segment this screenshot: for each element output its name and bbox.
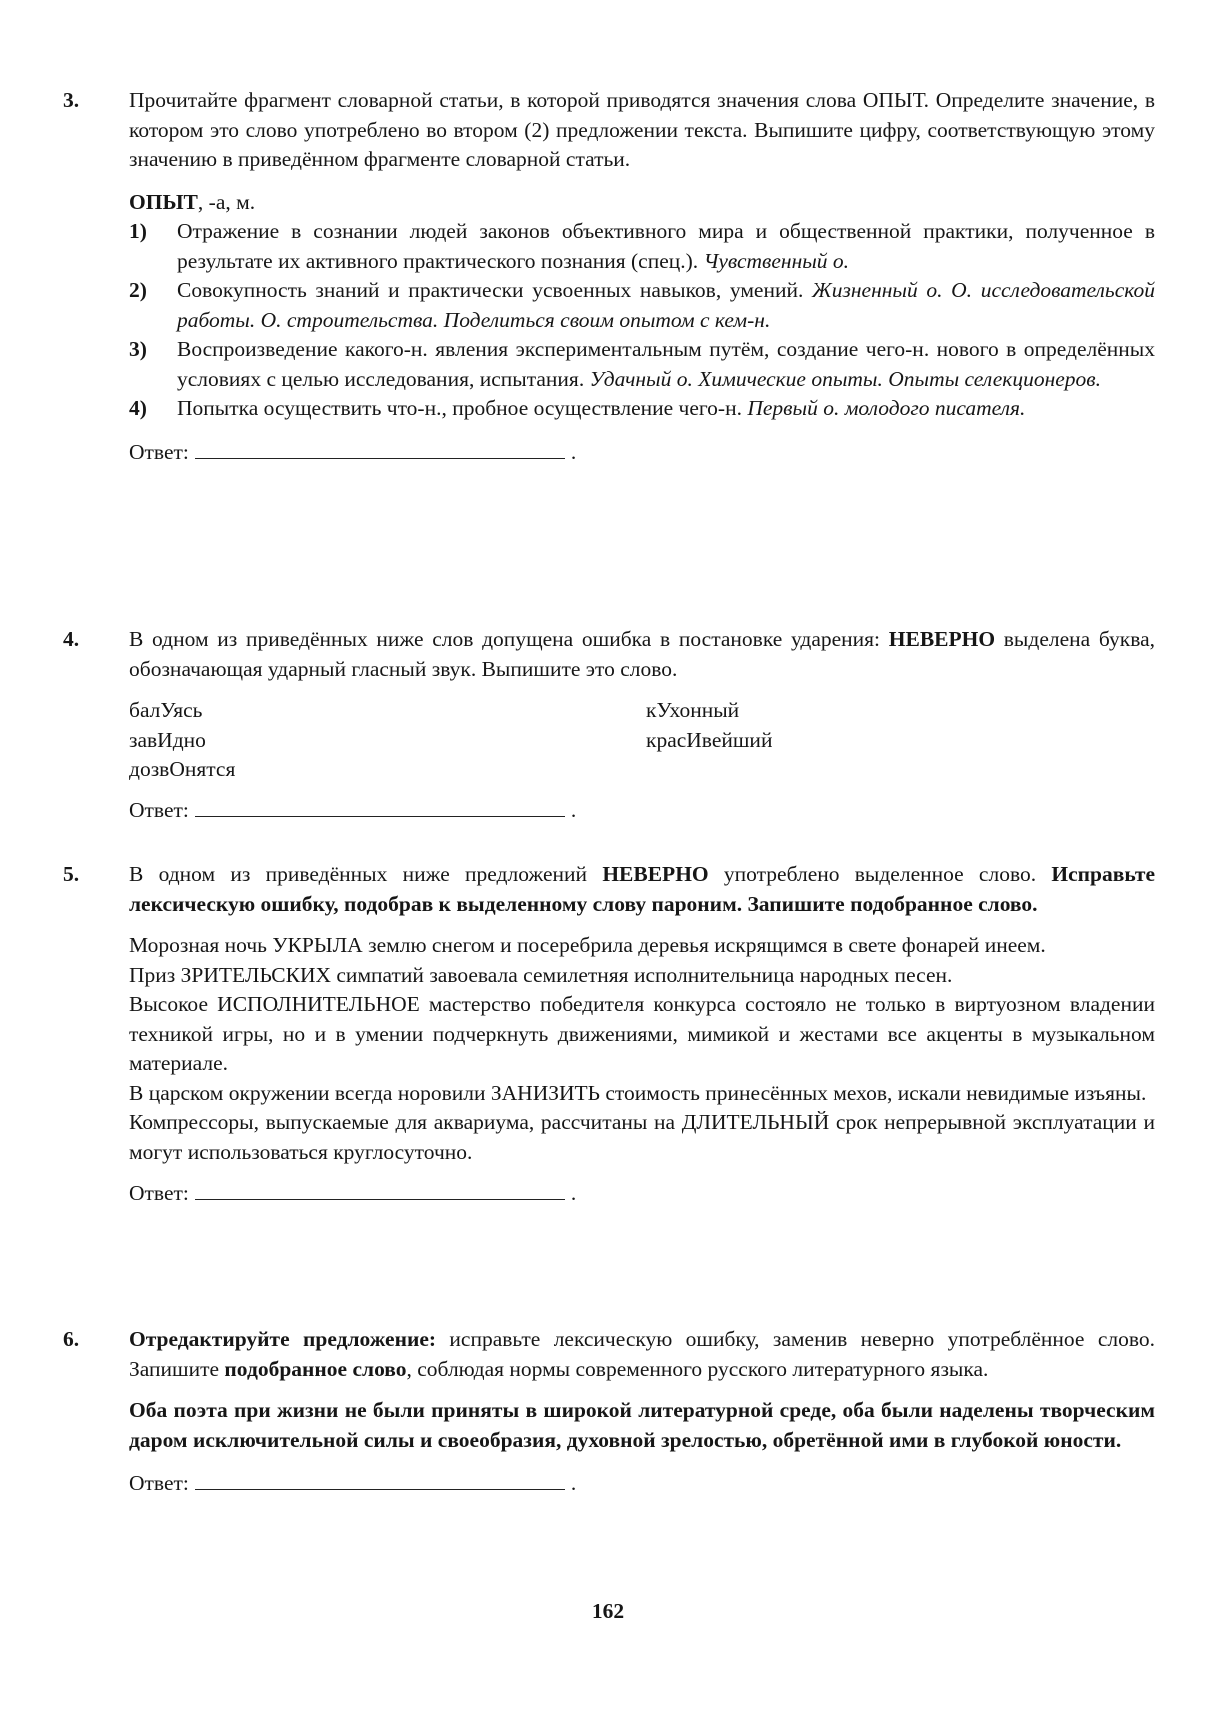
instruction-text: , соблюдая нормы современного русского литературного языка. bbox=[406, 1356, 989, 1381]
sentence-1: Морозная ночь УКРЫЛА землю снегом и посеребрила деревья искрящимся в свете фонарей инеем. bbox=[129, 933, 1046, 957]
definition-text: Попытка осуществить что-н., пробное осуществление чего-н. bbox=[177, 396, 748, 420]
task-body bbox=[129, 860, 1155, 1209]
definition-number: 1) bbox=[129, 219, 147, 243]
definition-example: Жизненный о. О. исследовательской работы. О. строительства. Поделиться своим опытом с кем-н. bbox=[177, 278, 1155, 332]
task-instruction bbox=[129, 625, 1155, 684]
dictionary-headword-line bbox=[129, 188, 1155, 218]
sentence-5: Компрессоры, выпускаемые для аквариума, рассчитаны на ДЛИТЕЛЬНЫЙ срок непрерывной эксплуатации и могут использоваться круглосуточно. bbox=[129, 1110, 1155, 1164]
definition-number: 3) bbox=[129, 337, 147, 361]
definition-number: 2) bbox=[129, 278, 147, 302]
answer-end: . bbox=[570, 439, 577, 464]
answer-row bbox=[129, 1469, 1155, 1499]
headword-grammar: , -а, м. bbox=[197, 189, 256, 214]
sentence-3: Высокое ИСПОЛНИТЕЛЬНОЕ мастерство победителя конкурса состояло не только в виртуозном владении техникой игры, но и в умении подчеркнуть движениями, мимикой и жестами все акценты в музыкальном материале. bbox=[129, 992, 1155, 1075]
answer-label: Ответ: bbox=[129, 798, 189, 822]
task-body bbox=[129, 86, 1155, 467]
instruction-emphasis: Отредактируйте предложение: bbox=[129, 1327, 437, 1351]
page-number: 162 bbox=[591, 1599, 625, 1623]
definition-example: Удачный о. Химические опыты. Опыты селекционеров. bbox=[589, 366, 1101, 391]
definition-text: Совокупность знаний и практически усвоенных навыков, умений. bbox=[177, 278, 813, 302]
definition-text: Отражение в сознании людей законов объективного мира и общественной практики, полученное в результате их активного практического познания (спец.). bbox=[177, 219, 1155, 273]
answer-label: Ответ: bbox=[129, 1471, 189, 1495]
answer-line[interactable] bbox=[195, 798, 565, 817]
answer-row bbox=[129, 438, 1155, 468]
word-columns bbox=[129, 696, 1155, 786]
task-instruction bbox=[129, 860, 1155, 919]
instruction-text: В одном из приведённых ниже предложений bbox=[129, 862, 603, 886]
task-instruction: Прочитайте фрагмент словарной статьи, в которой приводятся значения слова ОПЫТ. Определите значение, в котором это слово употреблено во втором (2) предложении текста. Выпишите цифру, соответствующую этому значению в приведённом фрагменте словарной статьи. bbox=[129, 88, 1155, 171]
sentence-2: Приз ЗРИТЕЛЬСКИХ симпатий завоевала семилетняя исполнительница народных песен. bbox=[129, 962, 953, 987]
answer-end: . bbox=[570, 798, 577, 822]
edit-sentence: Оба поэта при жизни не были приняты в широкой литературной среде, оба были наделены творческим даром исключительной силы и своеобразия, духовной зрелостью, обретённой ими в глубокой юности. bbox=[129, 1398, 1155, 1452]
answer-end: . bbox=[570, 1181, 577, 1205]
instruction-text: употреблено выделенное слово. bbox=[708, 862, 1052, 886]
instruction-text: В одном из приведённых ниже слов допущена ошибка в постановке ударения: bbox=[129, 627, 889, 651]
answer-end: . bbox=[570, 1471, 577, 1495]
answer-label: Ответ: bbox=[129, 439, 189, 464]
word-option: красИвейший bbox=[646, 727, 773, 752]
instruction-text: исправьте лексическую ошибку, заменив неверно употреблённое слово. Запишите bbox=[129, 1327, 1155, 1381]
task-body bbox=[129, 1325, 1155, 1499]
dictionary-headword: ОПЫТ bbox=[129, 189, 198, 214]
word-option: завИдно bbox=[129, 727, 206, 752]
definition-text: Воспроизведение какого-н. явления экспериментальным путём, создание чего-н. нового в определённых условиях с целью исследования, испытания. bbox=[177, 337, 1155, 391]
task-body bbox=[129, 625, 1155, 826]
answer-line[interactable] bbox=[195, 1471, 565, 1490]
instruction-emphasis: НЕВЕРНО bbox=[602, 862, 709, 886]
instruction-emphasis: подобранное слово bbox=[224, 1356, 407, 1381]
instruction-emphasis: НЕВЕРНО bbox=[888, 627, 996, 651]
word-column-left bbox=[129, 696, 235, 785]
instruction-text: выделена буква, обозначающая ударный гласный звук. Выпишите это слово. bbox=[129, 627, 1155, 681]
definition-number: 4) bbox=[129, 396, 147, 420]
task-instruction bbox=[129, 1325, 1155, 1384]
answer-row bbox=[129, 796, 1155, 826]
word-option: балУясь bbox=[129, 698, 203, 722]
sentence-4: В царском окружении всегда норовили ЗАНИЗИТЬ стоимость принесённых мехов, искали невидимые изъяны. bbox=[129, 1080, 1147, 1105]
task-number: 5. bbox=[63, 862, 80, 886]
definition-example: Чувственный о. bbox=[703, 248, 850, 273]
instruction-emphasis: Исправьте лексическую ошибку, подобрав к выделенному слову пароним. Запишите подобранное слово. bbox=[129, 862, 1155, 916]
word-column-right bbox=[646, 696, 772, 755]
task-number: 3. bbox=[63, 88, 80, 112]
answer-line[interactable] bbox=[195, 1181, 565, 1200]
answer-line[interactable] bbox=[195, 440, 565, 459]
task-number: 6. bbox=[63, 1327, 80, 1351]
answer-row bbox=[129, 1179, 1155, 1209]
word-option: дозвОнятся bbox=[129, 757, 236, 781]
word-option: кУхонный bbox=[646, 698, 740, 722]
answer-label: Ответ: bbox=[129, 1181, 189, 1205]
definition-3 bbox=[129, 335, 1155, 394]
definition-1 bbox=[129, 217, 1155, 276]
definition-example: Первый о. молодого писателя. bbox=[747, 396, 1026, 420]
definition-4 bbox=[129, 394, 1155, 424]
task-number: 4. bbox=[63, 627, 80, 651]
definition-2 bbox=[129, 276, 1155, 335]
